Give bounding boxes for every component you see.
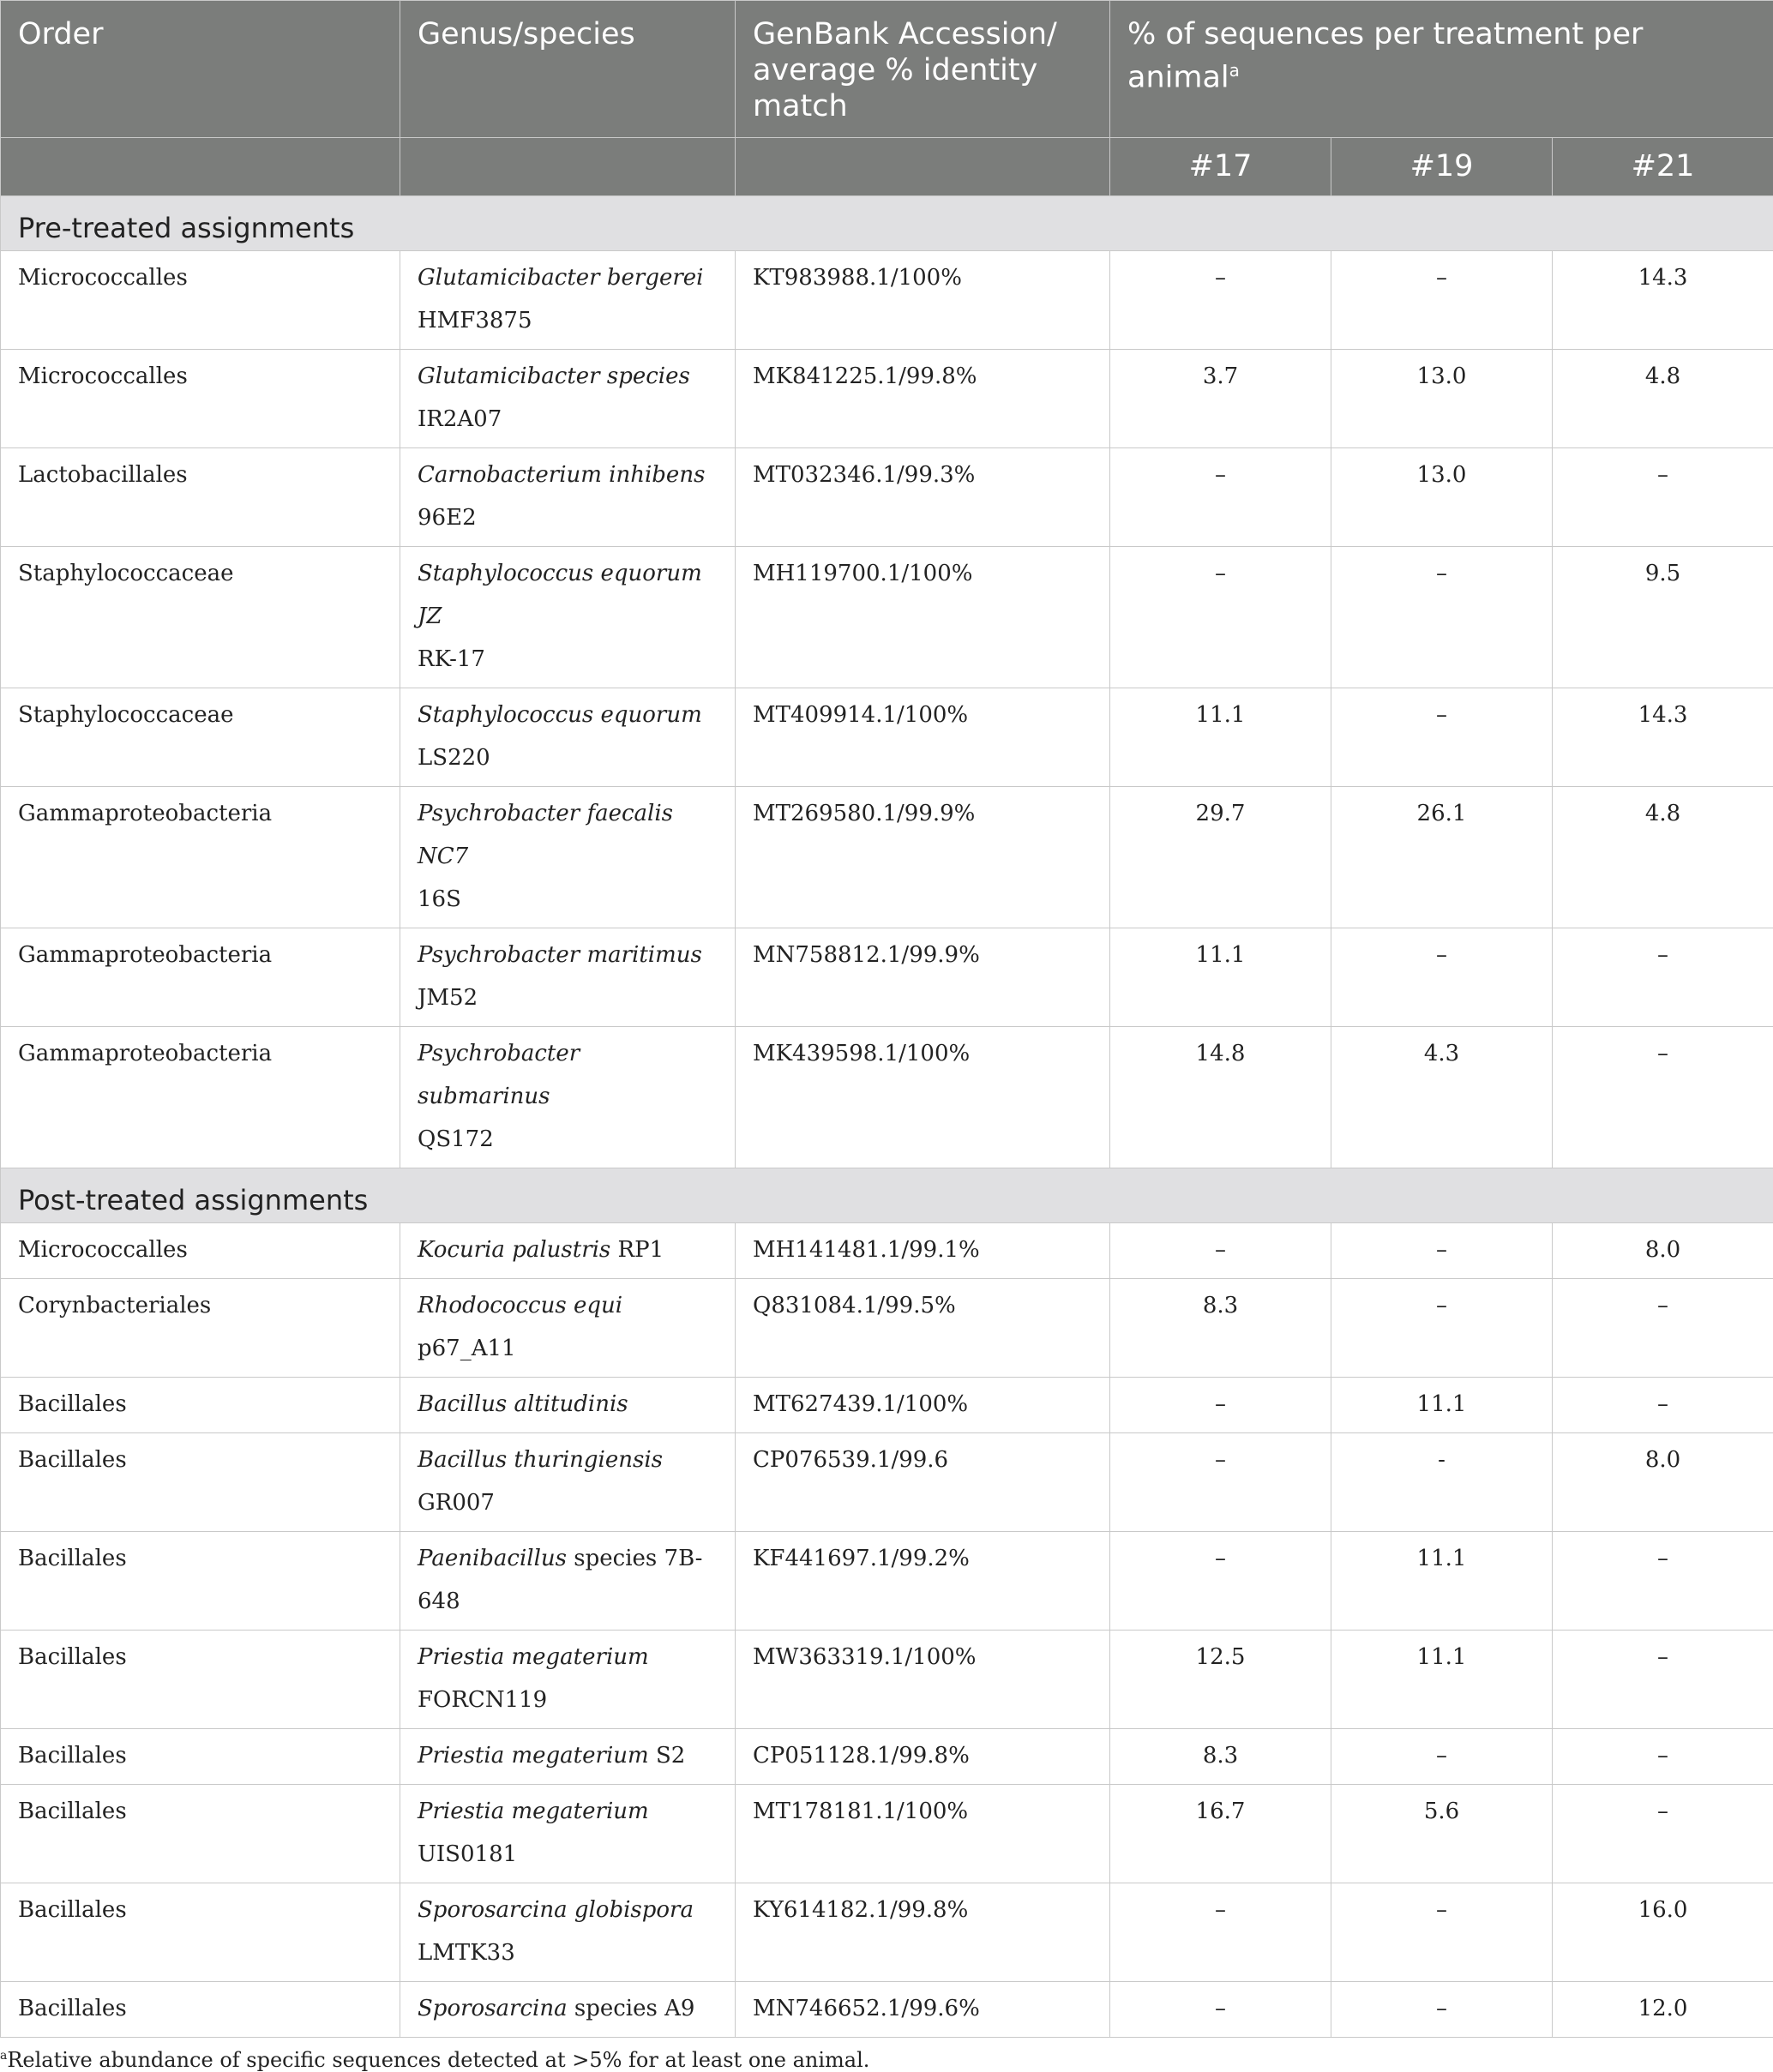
species-name: Psychrobacter maritimus (418, 942, 702, 968)
cell-animal-19: – (1331, 1883, 1553, 1982)
cell-order: Bacillales (1, 1883, 400, 1982)
cell-animal-21: – (1553, 1027, 1773, 1168)
cell-genbank: KF441697.1/99.2% (736, 1532, 1110, 1631)
cell-animal-17: – (1110, 1883, 1331, 1982)
cell-genbank: MN746652.1/99.6% (736, 1982, 1110, 2038)
cell-order: Bacillales (1, 1378, 400, 1433)
cell-animal-19: – (1331, 251, 1553, 350)
table-row (1, 1883, 1773, 1982)
cell-order: Micrococcalles (1, 1223, 400, 1279)
strain-name: S2 (656, 1743, 685, 1769)
species-name: Kocuria palustris (418, 1237, 610, 1263)
cell-animal-21: – (1553, 928, 1773, 1027)
cell-animal-19: - (1331, 1433, 1553, 1532)
cell-order: Bacillales (1, 1631, 400, 1729)
table-header (1, 1, 1773, 196)
cell-animal-19: 13.0 (1331, 448, 1553, 547)
cell-animal-21: 16.0 (1553, 1883, 1773, 1982)
species-name: Priestia megaterium (418, 1644, 649, 1670)
cell-animal-17: – (1110, 1433, 1331, 1532)
table-row (1, 1982, 1773, 2038)
cell-animal-17: – (1110, 1532, 1331, 1631)
cell-genus-species (400, 1532, 736, 1631)
cell-genus-species (400, 1982, 736, 2038)
species-name: Paenibacillus (418, 1546, 567, 1571)
cell-order: Gammaproteobacteria (1, 1027, 400, 1168)
cell-genbank: MN758812.1/99.9% (736, 928, 1110, 1027)
strain-name: LS220 (418, 745, 490, 771)
cell-genus-species (400, 1433, 736, 1532)
cell-genbank: MH119700.1/100% (736, 547, 1110, 688)
cell-animal-19: 26.1 (1331, 787, 1553, 928)
section-row (1, 1168, 1773, 1223)
strain-name: UIS0181 (418, 1841, 517, 1867)
strain-name: p67_A11 (418, 1336, 516, 1361)
cell-genbank: MW363319.1/100% (736, 1631, 1110, 1729)
cell-animal-17: 11.1 (1110, 928, 1331, 1027)
cell-animal-17: 11.1 (1110, 688, 1331, 787)
table-row (1, 787, 1773, 928)
cell-animal-21: 12.0 (1553, 1982, 1773, 2038)
cell-animal-21: – (1553, 1729, 1773, 1785)
footnote (0, 2038, 1773, 2072)
cell-animal-21: 14.3 (1553, 688, 1773, 787)
cell-order: Bacillales (1, 1982, 400, 2038)
strain-name: RP1 (618, 1237, 664, 1263)
species-name: Bacillus altitudinis (418, 1391, 628, 1417)
cell-order: Micrococcalles (1, 350, 400, 448)
species-name: Sporosarcina (418, 1996, 568, 2021)
cell-animal-17: 14.8 (1110, 1027, 1331, 1168)
species-name: Psychrobacter submarinus (418, 1041, 580, 1109)
table-row (1, 1279, 1773, 1378)
table-row (1, 350, 1773, 448)
species-name: Staphylococcus equorum (418, 702, 702, 728)
species-name: Priestia megaterium (418, 1799, 649, 1824)
cell-animal-17: 12.5 (1110, 1631, 1331, 1729)
cell-animal-19: – (1331, 1279, 1553, 1378)
cell-genus-species (400, 688, 736, 787)
cell-order: Gammaproteobacteria (1, 928, 400, 1027)
cell-animal-21: – (1553, 1279, 1773, 1378)
cell-animal-21: 9.5 (1553, 547, 1773, 688)
strain-name: HMF3875 (418, 308, 532, 333)
header-animal-19: #19 (1331, 138, 1553, 196)
header-animal-21: #21 (1553, 138, 1773, 196)
cell-genus-species (400, 1631, 736, 1729)
cell-genus-species (400, 1279, 736, 1378)
cell-genus-species (400, 350, 736, 448)
header-animal-17: #17 (1110, 138, 1331, 196)
strain-name: species 7B-648 (418, 1546, 702, 1614)
cell-genus-species (400, 787, 736, 928)
cell-animal-21: – (1553, 1785, 1773, 1883)
cell-animal-19: 5.6 (1331, 1785, 1553, 1883)
cell-genus-species (400, 1378, 736, 1433)
cell-order: Staphylococcaceae (1, 547, 400, 688)
cell-animal-17: – (1110, 448, 1331, 547)
footnote-marker: a (0, 2049, 7, 2063)
cell-animal-21: – (1553, 1532, 1773, 1631)
cell-animal-21: – (1553, 1631, 1773, 1729)
cell-animal-17: – (1110, 1982, 1331, 2038)
footnote-text: Relative abundance of specific sequences detected at >5% for at least one animal. (7, 2048, 869, 2072)
cell-animal-19: – (1331, 1729, 1553, 1785)
cell-animal-21: 8.0 (1553, 1433, 1773, 1532)
table-row (1, 928, 1773, 1027)
header-percent-sequences (1110, 1, 1773, 138)
table-body (1, 196, 1773, 2038)
cell-animal-17: 3.7 (1110, 350, 1331, 448)
cell-genus-species (400, 1729, 736, 1785)
strain-name: 16S (418, 886, 461, 912)
cell-animal-19: – (1331, 928, 1553, 1027)
species-name: Glutamicibacter bergerei (418, 265, 703, 291)
strain-name: RK-17 (418, 646, 485, 672)
cell-genbank: MT178181.1/100% (736, 1785, 1110, 1883)
cell-genbank: CP076539.1/99.6 (736, 1433, 1110, 1532)
cell-order: Bacillales (1, 1433, 400, 1532)
header-blank-2 (400, 138, 736, 196)
strain-name: JM52 (418, 985, 478, 1011)
cell-animal-17: – (1110, 1223, 1331, 1279)
strain-name: LMTK33 (418, 1940, 515, 1966)
species-name: Rhodococcus equi (418, 1293, 622, 1318)
cell-genus-species (400, 1027, 736, 1168)
species-name: Staphylococcus equorum JZ (418, 561, 702, 629)
species-name: Psychrobacter faecalis NC7 (418, 801, 673, 869)
cell-animal-19: – (1331, 1982, 1553, 2038)
table-row (1, 1631, 1773, 1729)
header-blank-1 (1, 138, 400, 196)
cell-genbank: MK841225.1/99.8% (736, 350, 1110, 448)
table-row (1, 251, 1773, 350)
strain-name: QS172 (418, 1126, 494, 1152)
cell-animal-17: – (1110, 547, 1331, 688)
cell-order: Bacillales (1, 1729, 400, 1785)
cell-genus-species (400, 1785, 736, 1883)
cell-genus-species (400, 547, 736, 688)
table-row (1, 1729, 1773, 1785)
cell-animal-19: – (1331, 688, 1553, 787)
cell-animal-21: 4.8 (1553, 350, 1773, 448)
cell-animal-17: – (1110, 1378, 1331, 1433)
table-row (1, 448, 1773, 547)
cell-animal-21: 14.3 (1553, 251, 1773, 350)
cell-order: Staphylococcaceae (1, 688, 400, 787)
table-row (1, 688, 1773, 787)
table-row (1, 1223, 1773, 1279)
cell-order: Bacillales (1, 1785, 400, 1883)
table-row (1, 1378, 1773, 1433)
cell-animal-19: 13.0 (1331, 350, 1553, 448)
cell-genbank: Q831084.1/99.5% (736, 1279, 1110, 1378)
cell-order: Lactobacillales (1, 448, 400, 547)
cell-genbank: MT627439.1/100% (736, 1378, 1110, 1433)
cell-animal-17: 8.3 (1110, 1729, 1331, 1785)
header-order: Order (1, 1, 400, 138)
cell-order: Bacillales (1, 1532, 400, 1631)
cell-animal-17: 8.3 (1110, 1279, 1331, 1378)
cell-genus-species (400, 251, 736, 350)
cell-order: Micrococcalles (1, 251, 400, 350)
table-row (1, 547, 1773, 688)
strain-name: GR007 (418, 1490, 495, 1516)
cell-animal-19: – (1331, 547, 1553, 688)
species-name: Priestia megaterium (418, 1743, 649, 1769)
strain-name: IR2A07 (418, 406, 502, 432)
section-title: Pre-treated assignments (1, 196, 1773, 251)
header-blank-3 (736, 138, 1110, 196)
cell-genus-species (400, 928, 736, 1027)
header-percent-label: % of sequences per treatment per animal (1127, 17, 1643, 95)
cell-genbank: MT269580.1/99.9% (736, 787, 1110, 928)
cell-genbank: KY614182.1/99.8% (736, 1883, 1110, 1982)
species-name: Glutamicibacter species (418, 363, 690, 389)
cell-genus-species (400, 1223, 736, 1279)
strain-name: species A9 (574, 1996, 695, 2021)
table-row (1, 1532, 1773, 1631)
header-genbank: GenBank Accession/ average % identity match (736, 1, 1110, 138)
cell-animal-21: 4.8 (1553, 787, 1773, 928)
cell-genus-species (400, 1883, 736, 1982)
cell-animal-21: – (1553, 448, 1773, 547)
cell-order: Gammaproteobacteria (1, 787, 400, 928)
cell-genbank: MH141481.1/99.1% (736, 1223, 1110, 1279)
cell-animal-17: 16.7 (1110, 1785, 1331, 1883)
section-title: Post-treated assignments (1, 1168, 1773, 1223)
table-row (1, 1433, 1773, 1532)
species-name: Carnobacterium inhibens (418, 462, 705, 488)
species-name: Bacillus thuringiensis (418, 1447, 663, 1473)
cell-genbank: KT983988.1/100% (736, 251, 1110, 350)
cell-genbank: MK439598.1/100% (736, 1027, 1110, 1168)
cell-animal-21: 8.0 (1553, 1223, 1773, 1279)
header-footnote-marker: a (1229, 60, 1240, 81)
table-row (1, 1027, 1773, 1168)
cell-order: Corynbacteriales (1, 1279, 400, 1378)
cell-genus-species (400, 448, 736, 547)
species-name: Sporosarcina globispora (418, 1897, 694, 1923)
header-genus-species: Genus/species (400, 1, 736, 138)
cell-animal-17: 29.7 (1110, 787, 1331, 928)
strain-name: 96E2 (418, 505, 477, 531)
cell-animal-17: – (1110, 251, 1331, 350)
section-row (1, 196, 1773, 251)
cell-animal-21: – (1553, 1378, 1773, 1433)
cell-animal-19: 11.1 (1331, 1631, 1553, 1729)
table-row (1, 1785, 1773, 1883)
cell-genbank: CP051128.1/99.8% (736, 1729, 1110, 1785)
cell-animal-19: 4.3 (1331, 1027, 1553, 1168)
cell-animal-19: 11.1 (1331, 1532, 1553, 1631)
cell-animal-19: 11.1 (1331, 1378, 1553, 1433)
cell-genbank: MT409914.1/100% (736, 688, 1110, 787)
cell-genbank: MT032346.1/99.3% (736, 448, 1110, 547)
strain-name: FORCN119 (418, 1687, 547, 1713)
cell-animal-19: – (1331, 1223, 1553, 1279)
